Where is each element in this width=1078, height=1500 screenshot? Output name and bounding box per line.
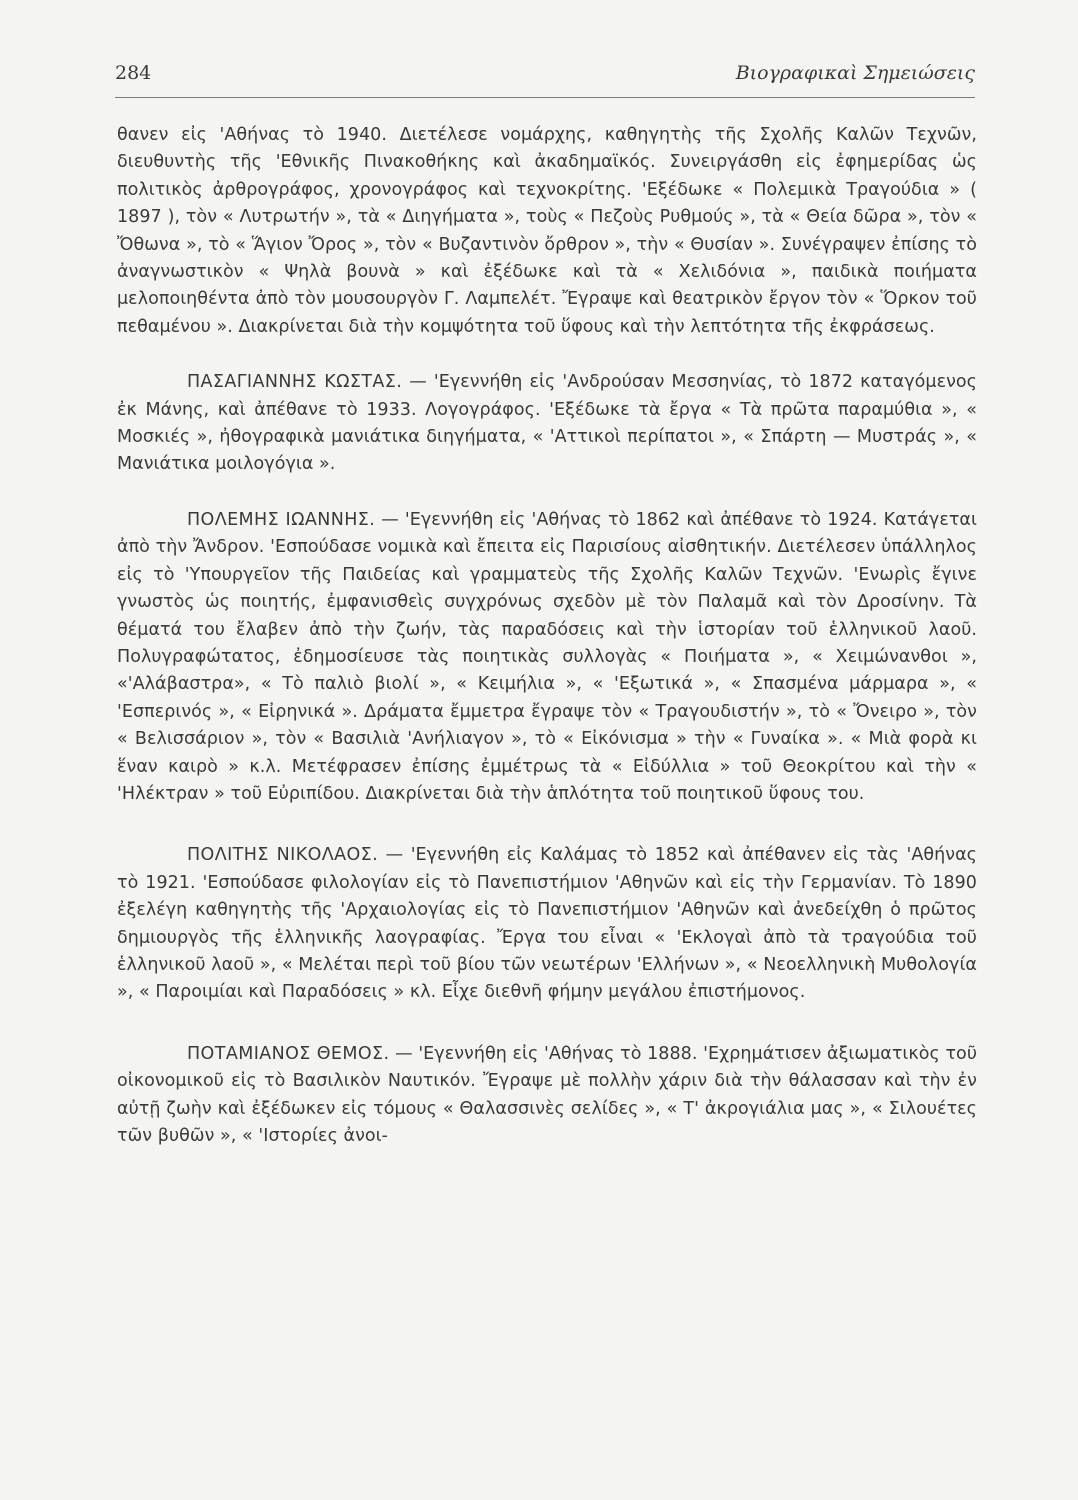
entry-name: ΠΟΛΙΤΗΣ ΝΙΚΟΛΑΟΣ.	[187, 845, 379, 866]
page-number: 284	[115, 62, 152, 84]
entry-name: ΠΟΛΕΜΗΣ ΙΩΑΝΝΗΣ.	[187, 509, 376, 530]
entry-text: — 'Εγεννήθη εἰς 'Αθήνας τὸ 1862 καὶ ἀπέθανε τὸ 1924. Κατάγεται ἀπὸ τὴν Ἄνδρον. 'Εσπούδασε νομικὰ καὶ ἔπειτα εἰς Παρισίους αἰσθητικήν. Διετέλεσεν ὑπάλληλος εἰς τὸ 'Υπουργεῖον τῆς Παιδείας καὶ γραμματεὺς τῆς Σχολῆς Καλῶν Τεχνῶν. 'Ενωρὶς ἔγινε γνωστὸς ὡς ποιητής, ἐμφανισθεὶς συγχρόνως σχεδὸν μὲ τὸν Παλαμᾶ καὶ τὸν Δροσίνην. Τὰ θέματά του ἔλαβεν ἀπὸ τὴν ζωήν, τὰς παραδόσεις καὶ τὴν ἱστορίαν τοῦ ἑλληνικοῦ λαοῦ. Πολυγραφώτατος, ἐδημοσίευσε τὰς ποιητικὰς συλλογὰς « Ποιήματα », « Χειμώνανθοι », «'Αλάβαστρα», « Τὸ παλιὸ βιολί », « Κειμήλια », « 'Εξωτικά », « Σπασμένα μάρμαρα », « 'Εσπερινός », « Εἰρηνικά ». Δράματα ἔμμετρα ἔγραψε τὸν « Τραγουδιστήν », τὸ « Ὄνειρο », τὸν « Βελισσάριον », τὸν « Βασιλιὰ 'Ανήλιαγον », τὸ « Εἰκόνισμα » τὴν « Γυναίκα ». « Μιὰ φορὰ κι ἕναν καιρὸ » κ.λ. Μετέφρασεν ἐπίσης ἐμμέτρως τὰ « Εἰδύλλια » τοῦ Θεοκρίτου καὶ τὴν « 'Ηλέκτραν » τοῦ Εὐριπίδου. Διακρίνεται διὰ τὴν ἁπλότητα τοῦ ποιητικοῦ ὕφους του.	[117, 509, 977, 804]
running-title: Βιογραφικαὶ Σημειώσεις	[735, 62, 975, 84]
biography-entry-pasagiannis	[117, 369, 977, 479]
entry-text: — 'Εγεννήθη εἰς 'Αθήνας τὸ 1888. 'Εχρημάτισεν ἀξιωματικὸς τοῦ οἰκονομικοῦ εἰς τὸ Βασιλικὸν Ναυτικόν. Ἔγραψε μὲ πολλὴν χάριν διὰ τὴν θάλασσαν καὶ τὴν ἐν αὐτῇ ζωὴν καὶ ἐξέδωκεν εἰς τόμους « Θαλασσινὲς σελίδες », « Τ' ἀκρογιάλια μας », « Σιλουέτες τῶν βυθῶν », « 'Ιστορίες ἀνοι-	[117, 1043, 977, 1146]
entry-text: — 'Εγεννήθη εἰς 'Ανδρούσαν Μεσσηνίας, τὸ 1872 καταγόμενος ἐκ Μάνης, καὶ ἀπέθανε τὸ 1933. Λογογράφος. 'Εξέδωκε τὰ ἔργα « Τὰ πρῶτα παραμύθια », « Μοσκιές », ἠθογραφικὰ μανιάτικα διηγήματα, « 'Αττικοὶ περίπατοι », « Σπάρτη — Μυστράς », « Μανιάτικα μοιλογόγια ».	[117, 372, 977, 475]
page-header	[115, 62, 975, 92]
biography-entry-polemis	[117, 507, 977, 808]
paragraph-gap	[117, 1007, 977, 1041]
intro-paragraph	[117, 122, 977, 341]
entry-name: ΠΑΣΑΓΙΑΝΝΗΣ ΚΩΣΤΑΣ.	[187, 372, 403, 393]
paragraph-gap	[117, 479, 977, 507]
intro-text: θανεν εἰς 'Αθήνας τὸ 1940. Διετέλεσε νομάρχης, καθηγητὴς τῆς Σχολῆς Καλῶν Τεχνῶν, διευθυντὴς τῆς 'Εθνικῆς Πινακοθήκης καὶ ἀκαδημαϊκός. Συνειργάσθη εἰς ἐφημερίδας ὡς πολιτικὸς ἀρθρογράφος, χρονογράφος καὶ τεχνοκρίτης. 'Εξέδωκε « Πολεμικὰ Τραγούδια » ( 1897 ), τὸν « Λυτρωτήν », τὰ « Διηγήματα », τοὺς « Πεζοὺς Ρυθμούς », τὰ « Θεία δῶρα », τὸν « Ὄθωνα », τὸ « Ἅγιον Ὄρος », τὸν « Βυζαντινὸν ὄρθρον », τὴν « Θυσίαν ». Συνέγραψεν ἐπίσης τὸ ἀναγνωστικὸν « Ψηλὰ βουνὰ » καὶ ἐξέδωκε καὶ τὰ « Χελιδόνια », παιδικὰ ποιήματα μελοποιηθέντα ἀπὸ τὸν μουσουργὸν Γ. Λαμπελέτ. Ἔγραψε καὶ θεατρικὸν ἔργον τὸν « Ὅρκον τοῦ πεθαμένου ». Διακρίνεται διὰ τὴν κομψότητα τοῦ ὕφους καὶ τὴν λεπτότητα τῆς ἐκφράσεως.	[117, 125, 977, 337]
paragraph-gap	[117, 808, 977, 842]
entry-text: — 'Εγεννήθη εἰς Καλάμας τὸ 1852 καὶ ἀπέθανεν εἰς τὰς 'Αθήνας τὸ 1921. 'Εσπούδασε φιλολογίαν εἰς τὸ Πανεπιστήμιον 'Αθηνῶν καὶ εἰς τὴν Γερμανίαν. Τὸ 1890 ἐξελέγη καθηγητὴς τῆς 'Αρχαιολογίας εἰς τὸ Πανεπιστήμιον 'Αθηνῶν καὶ ἀνεδείχθη ὁ πρῶτος δημιουργὸς τῆς ἑλληνικῆς λαογραφίας. Ἔργα του εἶναι « 'Εκλογαὶ ἀπὸ τὰ τραγούδια τοῦ ἑλληνικοῦ λαοῦ », « Μελέται περὶ τοῦ βίου τῶν νεωτέρων 'Ελλήνων », « Νεοελληνικὴ Μυθολογία », « Παροιμίαι καὶ Παραδόσεις » κλ. Εἶχε διεθνῆ φήμην μεγάλου ἐπιστήμονος.	[117, 845, 977, 1003]
header-rule	[115, 97, 975, 98]
biography-entry-potamianos	[117, 1041, 977, 1151]
paragraph-gap	[117, 341, 977, 369]
biography-text	[117, 122, 977, 1150]
biography-entry-politis	[117, 842, 977, 1006]
entry-name: ΠΟΤΑΜΙΑΝΟΣ ΘΕΜΟΣ.	[187, 1043, 390, 1064]
